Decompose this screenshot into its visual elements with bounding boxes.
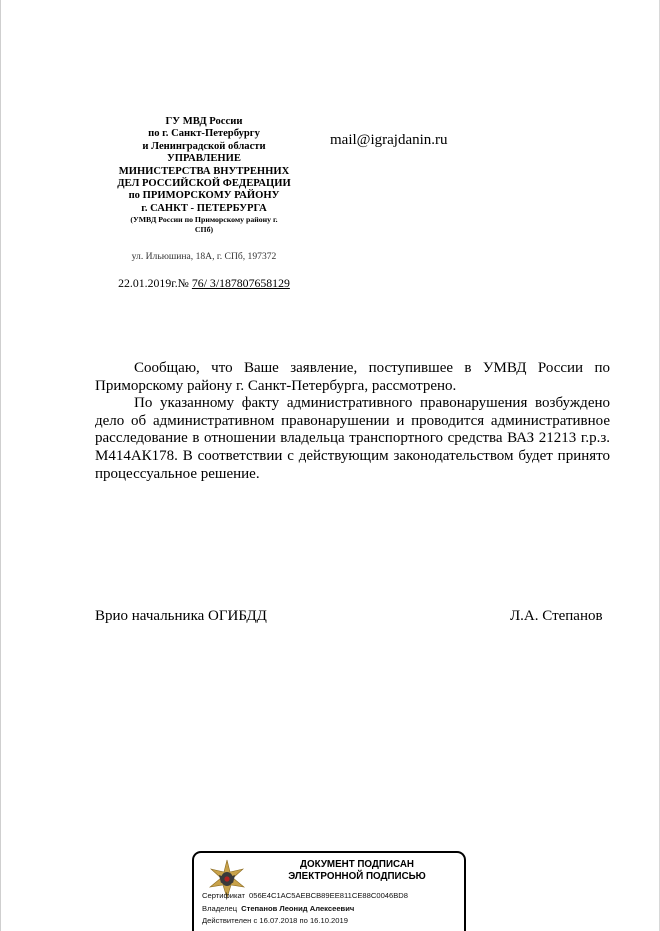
document-date: 22.01.2019г.№ (118, 276, 189, 290)
paragraph-text: Сообщаю, что Ваше заявление, поступившее в УМВД России по Приморскому району г. Санкт-Петербурга, рассмотрено. (95, 360, 610, 394)
letterhead-line: г. САНКТ - ПЕТЕРБУРГА (141, 202, 267, 214)
letterhead-line: МИНИСТЕРСТВА ВНУТРЕННИХ (118, 165, 290, 177)
signatory-name: Л.А. Степанов (510, 608, 603, 624)
recipient-email: mail@igrajdanin.ru (330, 132, 448, 148)
certificate-value: 056E4C1AC5AEBCB89EE811CE88C0046BD8 (249, 891, 409, 900)
letterhead (104, 116, 304, 235)
letterhead-line: по г. Санкт-Петербургу (148, 128, 260, 140)
document-reference (104, 276, 304, 291)
letterhead-line: по ПРИМОРСКОМУ РАЙОНУ (128, 190, 280, 202)
validity-line: Действителен с 16.07.2018 по 16.10.2019 (202, 916, 348, 925)
letterhead-line: УПРАВЛЕНИЕ (167, 153, 241, 165)
certificate-line (202, 891, 408, 900)
sender-address: ул. Ильюшина, 18А, г. СПб, 197372 (131, 251, 277, 262)
letterhead-abbreviation: СПб) (194, 225, 214, 235)
owner-line (202, 904, 354, 913)
stamp-header-line: ЭЛЕКТРОННОЙ ПОДПИСЬЮ (288, 871, 426, 882)
body-paragraph-1 (95, 360, 610, 395)
body-paragraph-2 (95, 395, 610, 484)
certificate-label: Сертификат (202, 891, 245, 900)
letterhead-line: и Ленинградской области (142, 140, 266, 152)
letterhead-line: ДЕЛ РОССИЙСКОЙ ФЕДЕРАЦИИ (117, 178, 291, 190)
letterhead-abbreviation: (УМВД России по Приморскому району г. (130, 215, 278, 225)
signatory-title: Врио начальника ОГИБДД (95, 608, 267, 624)
owner-label: Владелец (202, 904, 238, 913)
electronic-signature-stamp (192, 851, 466, 931)
stamp-header-line: ДОКУМЕНТ ПОДПИСАН (300, 859, 414, 870)
document-number: 76/ 3/187807658129 (191, 276, 290, 290)
paragraph-text: По указанному факту административного правонарушения возбуждено дело об административном правонарушении и проводится административное расследование в отношении владельца транспортного средства ВАЗ 21213 г.р.з. М414АК178. В соответствии с действующим законодательством будет принято процессуальное решение. (95, 395, 610, 482)
letterhead-line: ГУ МВД России (165, 116, 243, 127)
owner-value: Степанов Леонид Алексеевич (241, 904, 355, 913)
stamp-header (252, 859, 462, 883)
